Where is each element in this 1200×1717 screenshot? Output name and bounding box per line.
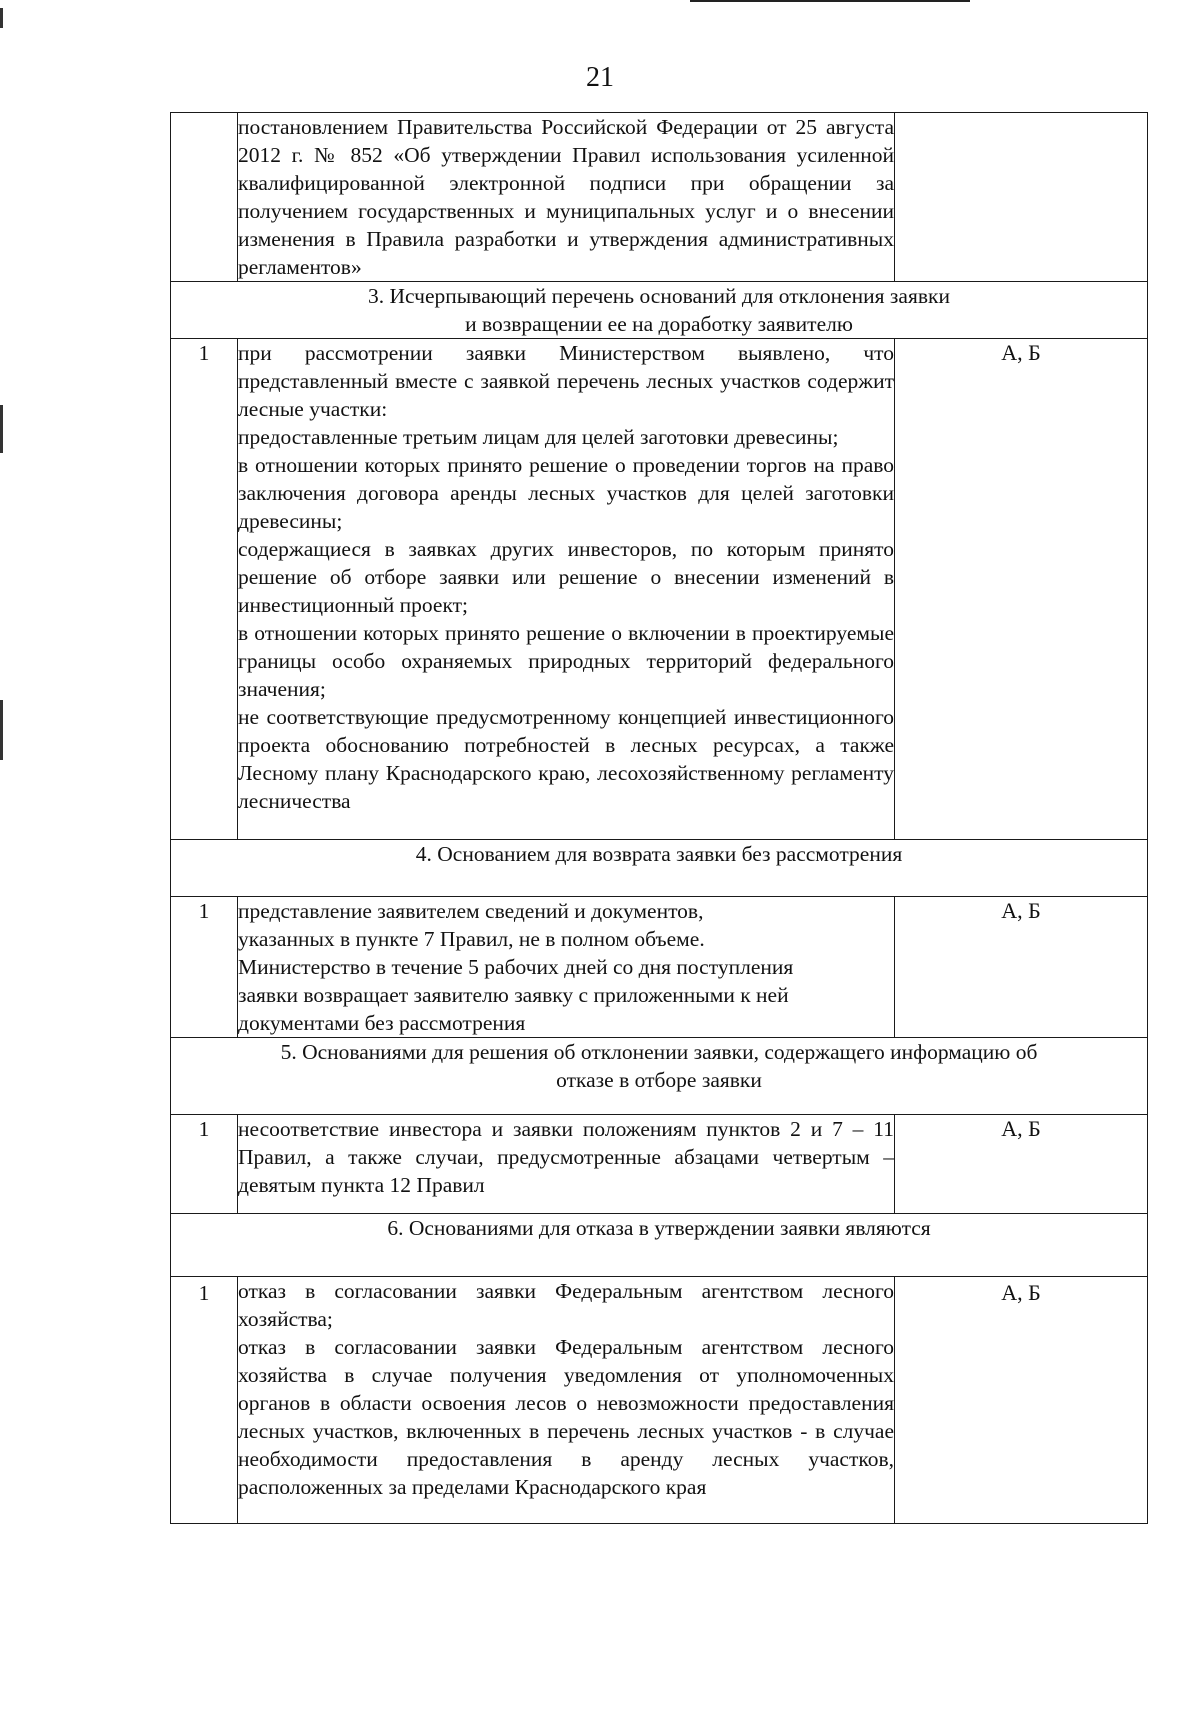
scan-artifact-mark [0, 8, 3, 28]
page-number: 21 [586, 62, 614, 93]
row-text: несоответствие инвестора и заявки положениям пунктов 2 и 7 – 11 Правил, а также случаи, предусмотренные абзацами четвертым – девятым пункта 12 Правил [238, 1115, 895, 1214]
section-header [171, 282, 1148, 339]
scan-artifact-mark [0, 700, 3, 760]
row-line: документами без рассмотрения [238, 1011, 526, 1035]
scan-artifact-mark [0, 405, 3, 453]
requirements-table [170, 112, 1148, 1524]
table-row [171, 1115, 1148, 1214]
section-header [171, 1038, 1148, 1115]
row-paragraph: отказ в согласовании заявки Федеральным агентством лесного хозяйства; [238, 1279, 894, 1331]
table-row [171, 113, 1148, 282]
top-rule [690, 0, 970, 2]
row-code: А, Б [895, 1277, 1148, 1524]
row-line: представление заявителем сведений и документов, [238, 899, 704, 923]
row-paragraph: отказ в согласовании заявки Федеральным агентством лесного хозяйства в случае получения уведомления от уполномоченных органов в области освоения лесов о невозможности предоставления лесных участков, включенных в перечень лесных участков - в случае необходимости предоставления в аренду лесных участков, расположенных за пределами Краснодарского края [238, 1335, 894, 1499]
section-title: 5. Основаниями для решения об отклонении заявки, содержащего информацию об [280, 1040, 1038, 1064]
row-text [238, 339, 895, 840]
section-header [171, 840, 1148, 897]
row-text [238, 897, 895, 1038]
row-number: 1 [171, 1115, 238, 1214]
row-paragraph: не соответствующие предусмотренному концепцией инвестиционного проекта обоснованию потребностей в лесных ресурсах, а также Лесному плану Краснодарского краю, лесохозяйственному регламенту лесничества [238, 705, 894, 813]
row-paragraph: предоставленные третьим лицам для целей заготовки древесины; [238, 425, 839, 449]
section-title: 4. Основанием для возврата заявки без рассмотрения [415, 842, 903, 866]
section-title: отказе в отборе заявки [556, 1068, 762, 1092]
section-header [171, 1214, 1148, 1277]
section-title: и возвращении ее на доработку заявителю [465, 312, 853, 336]
row-line: заявки возвращает заявителю заявку с приложенными к ней [238, 983, 789, 1007]
row-text: постановлением Правительства Российской Федерации от 25 августа 2012 г. № 852 «Об утверждении Правил использования усиленной квалифицированной электронной подписи при обращении за получением государственных и муниципальных услуг и о внесении изменения в Правила разработки и утверждения административных регламентов» [238, 113, 895, 282]
row-paragraph: в отношении которых принято решение о включении в проектируемые границы особо охраняемых природных территорий федерального значения; [238, 621, 894, 701]
row-line: указанных в пункте 7 Правил, не в полном объеме. [238, 927, 705, 951]
row-paragraph: в отношении которых принято решение о проведении торгов на право заключения договора аренды лесных участков для целей заготовки древесины; [238, 453, 894, 533]
section-title: 6. Основаниями для отказа в утверждении заявки являются [387, 1216, 931, 1240]
table-row [171, 897, 1148, 1038]
row-code: А, Б [895, 897, 1148, 1038]
row-paragraph: при рассмотрении заявки Министерством выявлено, что представленный вместе с заявкой перечень лесных участков содержит лесные участки: [238, 341, 894, 421]
table-row [171, 1277, 1148, 1524]
row-code: А, Б [895, 339, 1148, 840]
row-number: 1 [171, 897, 238, 1038]
row-number: 1 [171, 339, 238, 840]
row-paragraph: содержащиеся в заявках других инвесторов, по которым принято решение об отборе заявки или решение о внесении изменений в инвестиционный проект; [238, 537, 894, 617]
section-title: 3. Исчерпывающий перечень оснований для отклонения заявки [368, 284, 950, 308]
table-row [171, 339, 1148, 840]
row-text [238, 1277, 895, 1524]
row-code: А, Б [895, 1115, 1148, 1214]
row-number: 1 [171, 1277, 238, 1524]
row-line: Министерство в течение 5 рабочих дней со дня поступления [238, 955, 794, 979]
